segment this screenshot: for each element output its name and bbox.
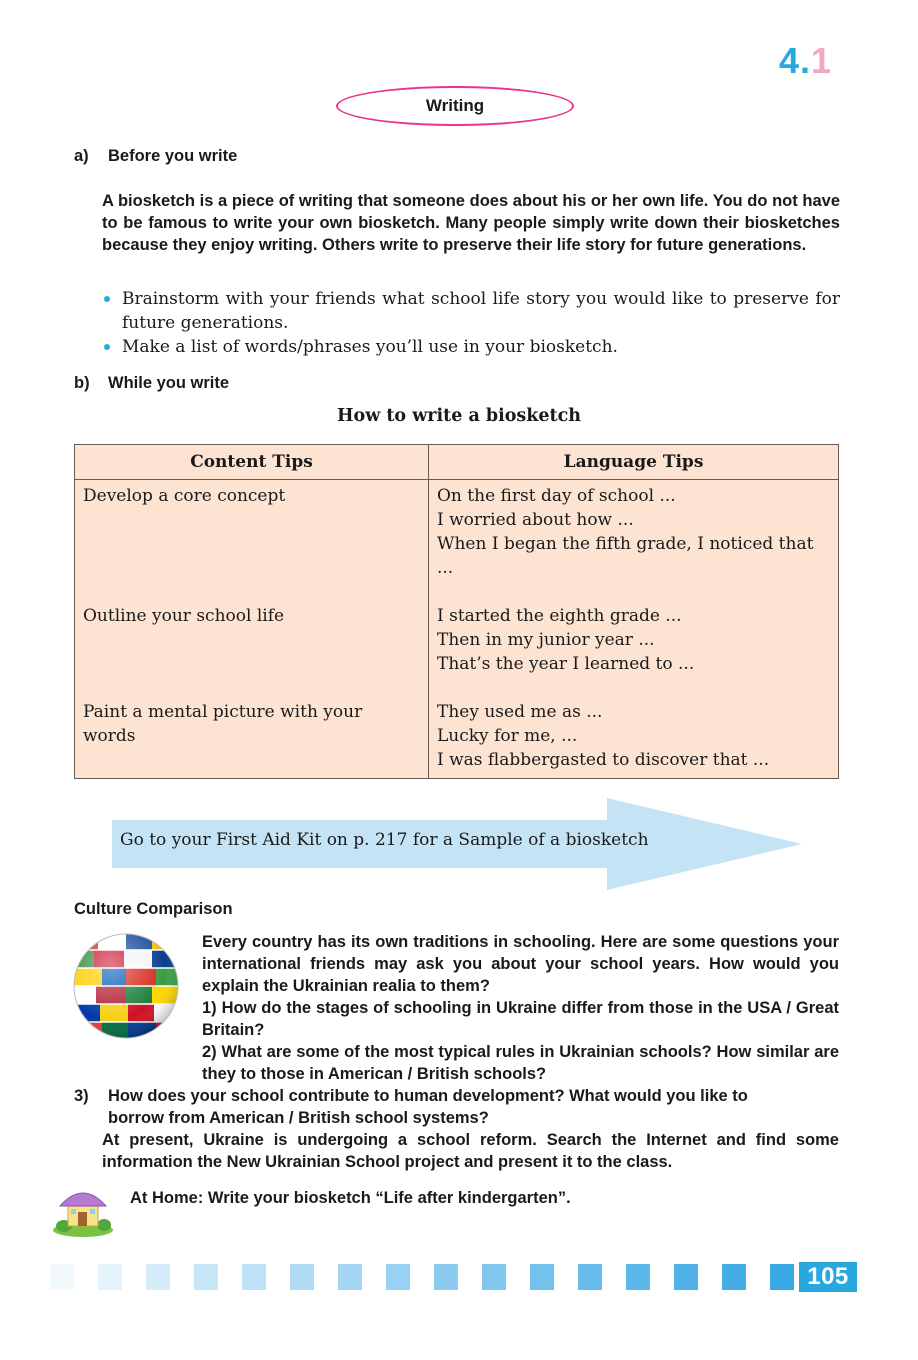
language-tip: Lucky for me, ... xyxy=(437,726,578,746)
language-tip: When I began the fifth grade, I noticed that ... xyxy=(437,534,814,578)
language-tip: I worried about how ... xyxy=(437,510,634,530)
culture-question-3 xyxy=(74,1085,839,1107)
tips-table xyxy=(74,444,839,779)
table-header-row xyxy=(75,445,839,480)
language-tip: On the first day of school ... xyxy=(437,486,676,506)
intro-paragraph: A biosketch is a piece of writing that someone does about his or her own life. You do not have to be famous to write your own biosketch. Many people simply write down their biosketches because they enjoy writing. Others write to preserve their life story for future generations. xyxy=(102,192,840,254)
culture-question-2: 2) What are some of the most typical rules in Ukrainian schools? How similar are they to those in American / British schools? xyxy=(202,1043,839,1083)
question-3-text-cont: borrow from American / British school systems? xyxy=(108,1109,489,1127)
house-icon xyxy=(50,1178,116,1238)
footer-decorative-squares xyxy=(20,1262,860,1292)
part-a-marker: a) xyxy=(74,147,89,165)
content-tip: Develop a core concept xyxy=(83,486,286,506)
part-a-heading xyxy=(74,147,237,166)
culture-comparison-text xyxy=(202,931,839,1085)
page-number: 105 xyxy=(799,1262,857,1292)
language-tip-group xyxy=(437,604,830,700)
school-reform-task: At present, Ukraine is undergoing a school reform. Search the Internet and find some information the New Ukrainian School project and present it to the class. xyxy=(102,1131,839,1171)
column-header-language: Language Tips xyxy=(429,445,839,480)
home-task-text: At Home: Write your biosketch “Life after kindergarten”. xyxy=(130,1189,571,1207)
language-tips-cell xyxy=(429,480,839,779)
content-tips-cell xyxy=(75,480,429,779)
question-3-text: How does your school contribute to human development? What would you like to xyxy=(108,1087,748,1105)
language-tip: I was flabbergasted to discover that ... xyxy=(437,750,770,770)
language-tip: That’s the year I learned to ... xyxy=(437,654,695,674)
language-tip-group xyxy=(437,484,830,604)
part-b-marker: b) xyxy=(74,374,90,392)
list-item xyxy=(102,287,840,335)
content-tip: Paint a mental picture with your words xyxy=(83,702,363,746)
bullet-text: Brainstorm with your friends what school life story you would like to preserve for future generations. xyxy=(122,289,840,333)
bullet-icon xyxy=(104,296,110,302)
table-row xyxy=(75,480,839,779)
language-tip-group xyxy=(437,700,830,772)
lesson-number: 1 xyxy=(810,40,832,81)
culture-comparison-heading: Culture Comparison xyxy=(74,900,233,918)
bullet-list xyxy=(102,287,840,359)
flags-globe-icon xyxy=(72,932,180,1040)
list-item xyxy=(102,335,840,359)
first-aid-kit-link-note: Go to your First Aid Kit on p. 217 for a Sample of a biosketch xyxy=(120,830,649,850)
culture-question-1: 1) How do the stages of schooling in Ukraine differ from those in the USA / Great Britain? xyxy=(202,999,839,1039)
section-title: Writing xyxy=(425,96,485,115)
bullet-text: Make a list of words/phrases you’ll use in your biosketch. xyxy=(122,337,618,357)
language-tip: I started the eighth grade ... xyxy=(437,606,682,626)
unit-number-badge xyxy=(779,40,832,82)
question-3-number: 3) xyxy=(74,1087,89,1105)
content-tip: Outline your school life xyxy=(83,606,285,626)
part-b-heading xyxy=(74,374,229,393)
language-tip: They used me as ... xyxy=(437,702,603,722)
table-title: How to write a biosketch xyxy=(336,406,582,426)
culture-intro: Every country has its own traditions in schooling. Here are some questions your international friends may ask you about your school years. How would you explain the Ukrainian realia to them? xyxy=(202,933,839,995)
part-a-title: Before you write xyxy=(108,147,238,165)
unit-number: 4. xyxy=(778,40,811,81)
language-tip: Then in my junior year ... xyxy=(437,630,655,650)
bullet-icon xyxy=(104,344,110,350)
column-header-content: Content Tips xyxy=(75,445,429,480)
part-b-title: While you write xyxy=(108,374,230,392)
section-title-oval xyxy=(336,86,574,126)
